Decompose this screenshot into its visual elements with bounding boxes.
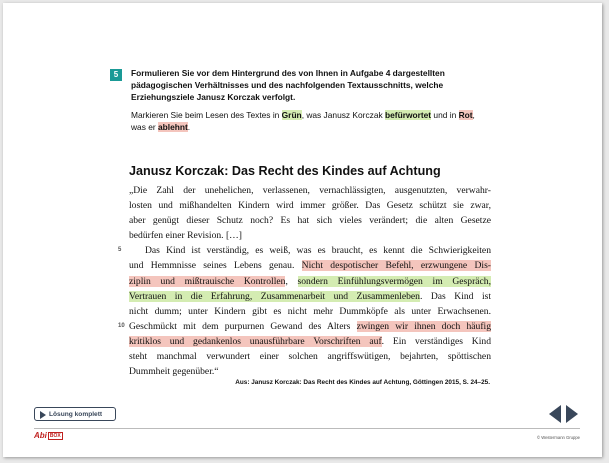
text-segment: steht manchmal verwundert einer solchen angriffswütigen, bejahrten, spöttischen: [129, 351, 491, 363]
hint-red-word: Rot: [458, 110, 473, 120]
text-line: [129, 334, 491, 349]
text-segment: losten und mißhandelten Kindern wird immer größer. Das Gesetz schützt sie zwar,: [129, 200, 491, 212]
line-number: 10: [118, 322, 125, 329]
highlight-red: ziplin und mißtrauische Kontrollen: [129, 275, 286, 287]
abibox-logo: [34, 431, 63, 440]
text-line: [129, 213, 491, 228]
text-line: [129, 289, 491, 304]
text-line: [118, 243, 491, 258]
solution-button[interactable]: [34, 407, 116, 421]
task-5: [110, 67, 490, 133]
text-line: [129, 349, 491, 364]
text-line: [118, 319, 492, 334]
text-segment: aber genügt dieser Schutz noch? Es hat sich vieles verändert; die alten Gesetze: [129, 215, 491, 227]
text-line: [129, 183, 491, 198]
text-segment: bedürfen einer Revision. […]: [129, 230, 242, 242]
task-hint: [131, 109, 490, 133]
source-text: [118, 163, 492, 379]
highlight-green: Vertrauen in die Erfahrung, Zusammenarbeit und Zusammenleben: [129, 290, 420, 302]
highlight-green: sondern Einfühlungsvermögen im Gespräch,: [297, 275, 491, 287]
text-segment: . Ein verständiges Kind: [381, 335, 491, 347]
play-icon: [40, 411, 46, 419]
highlight-red: kritiklos und gedankenlos unausführbare Vorschriften auf: [129, 335, 382, 347]
previous-page-icon[interactable]: [549, 405, 561, 423]
text-line: [129, 258, 491, 273]
text-line: [129, 304, 491, 319]
hint-red-word: ablehnt: [158, 122, 188, 132]
next-page-icon[interactable]: [566, 405, 578, 423]
hint-green-word: befürwortet: [385, 110, 432, 120]
text-segment: Das Kind ist verständig, es weiß, was es braucht, es kennt die Schwierigkeiten: [145, 245, 491, 257]
line-number: 5: [118, 247, 122, 254]
task-number-badge: 5: [110, 69, 122, 81]
text-segment: und Hemmnisse seines Lebens genau.: [129, 260, 302, 272]
logo-box: BOX: [49, 433, 61, 439]
text-segment: ,: [285, 275, 298, 287]
hint-text: und in: [431, 110, 459, 120]
solution-button-label: Lösung komplett: [49, 411, 103, 418]
task-question: Formulieren Sie vor dem Hintergrund des von Ihnen in Aufgabe 4 dargestellten pädagogischen Verhältnisses und des nachfolgenden Textausschnitts, welche Erziehungsziele Janusz Korczak verfolgt.: [131, 68, 445, 102]
text-line: [129, 198, 491, 213]
logo-text: Abi: [34, 431, 47, 440]
hint-green-word: Grün: [281, 110, 302, 120]
text-lines: [118, 183, 492, 379]
hint-text: Markieren Sie beim Lesen des Textes in: [131, 110, 282, 120]
source-citation: Aus: Janusz Korczak: Das Recht des Kindes auf Achtung, Göttingen 2015, S. 24–25.: [235, 379, 490, 386]
highlight-red: Nicht despotischer Befehl, erzwungene Dis-: [301, 260, 491, 272]
footer-divider: [34, 428, 580, 429]
worksheet-page: [3, 3, 602, 457]
hint-text: .: [187, 122, 191, 132]
hint-text: , was er: [131, 110, 475, 132]
hint-text: , was Janusz Korczak: [301, 110, 386, 120]
text-segment: „Die Zahl der unehelichen, verlassenen, vernachlässigten, ausgenutzten, verwahr-: [129, 185, 491, 196]
text-segment: Dummheit gegenüber.“: [129, 366, 219, 378]
text-line: [129, 364, 491, 379]
copyright-text: © Westermann Gruppe: [536, 435, 580, 440]
text-line: [129, 274, 491, 289]
text-segment: nicht dumm; unter Kindern gibt es nicht mehr Dummköpfe als unter Erwachsenen.: [129, 305, 491, 317]
text-segment: . Das Kind ist: [419, 290, 492, 302]
text-line: [129, 228, 491, 243]
text-title: Janusz Korczak: Das Recht des Kindes auf Achtung: [129, 164, 441, 178]
highlight-red: zwingen wir ihnen doch häufig: [356, 320, 492, 332]
text-segment: Geschmückt mit dem purpurnen Gewand des Alters: [129, 320, 357, 332]
